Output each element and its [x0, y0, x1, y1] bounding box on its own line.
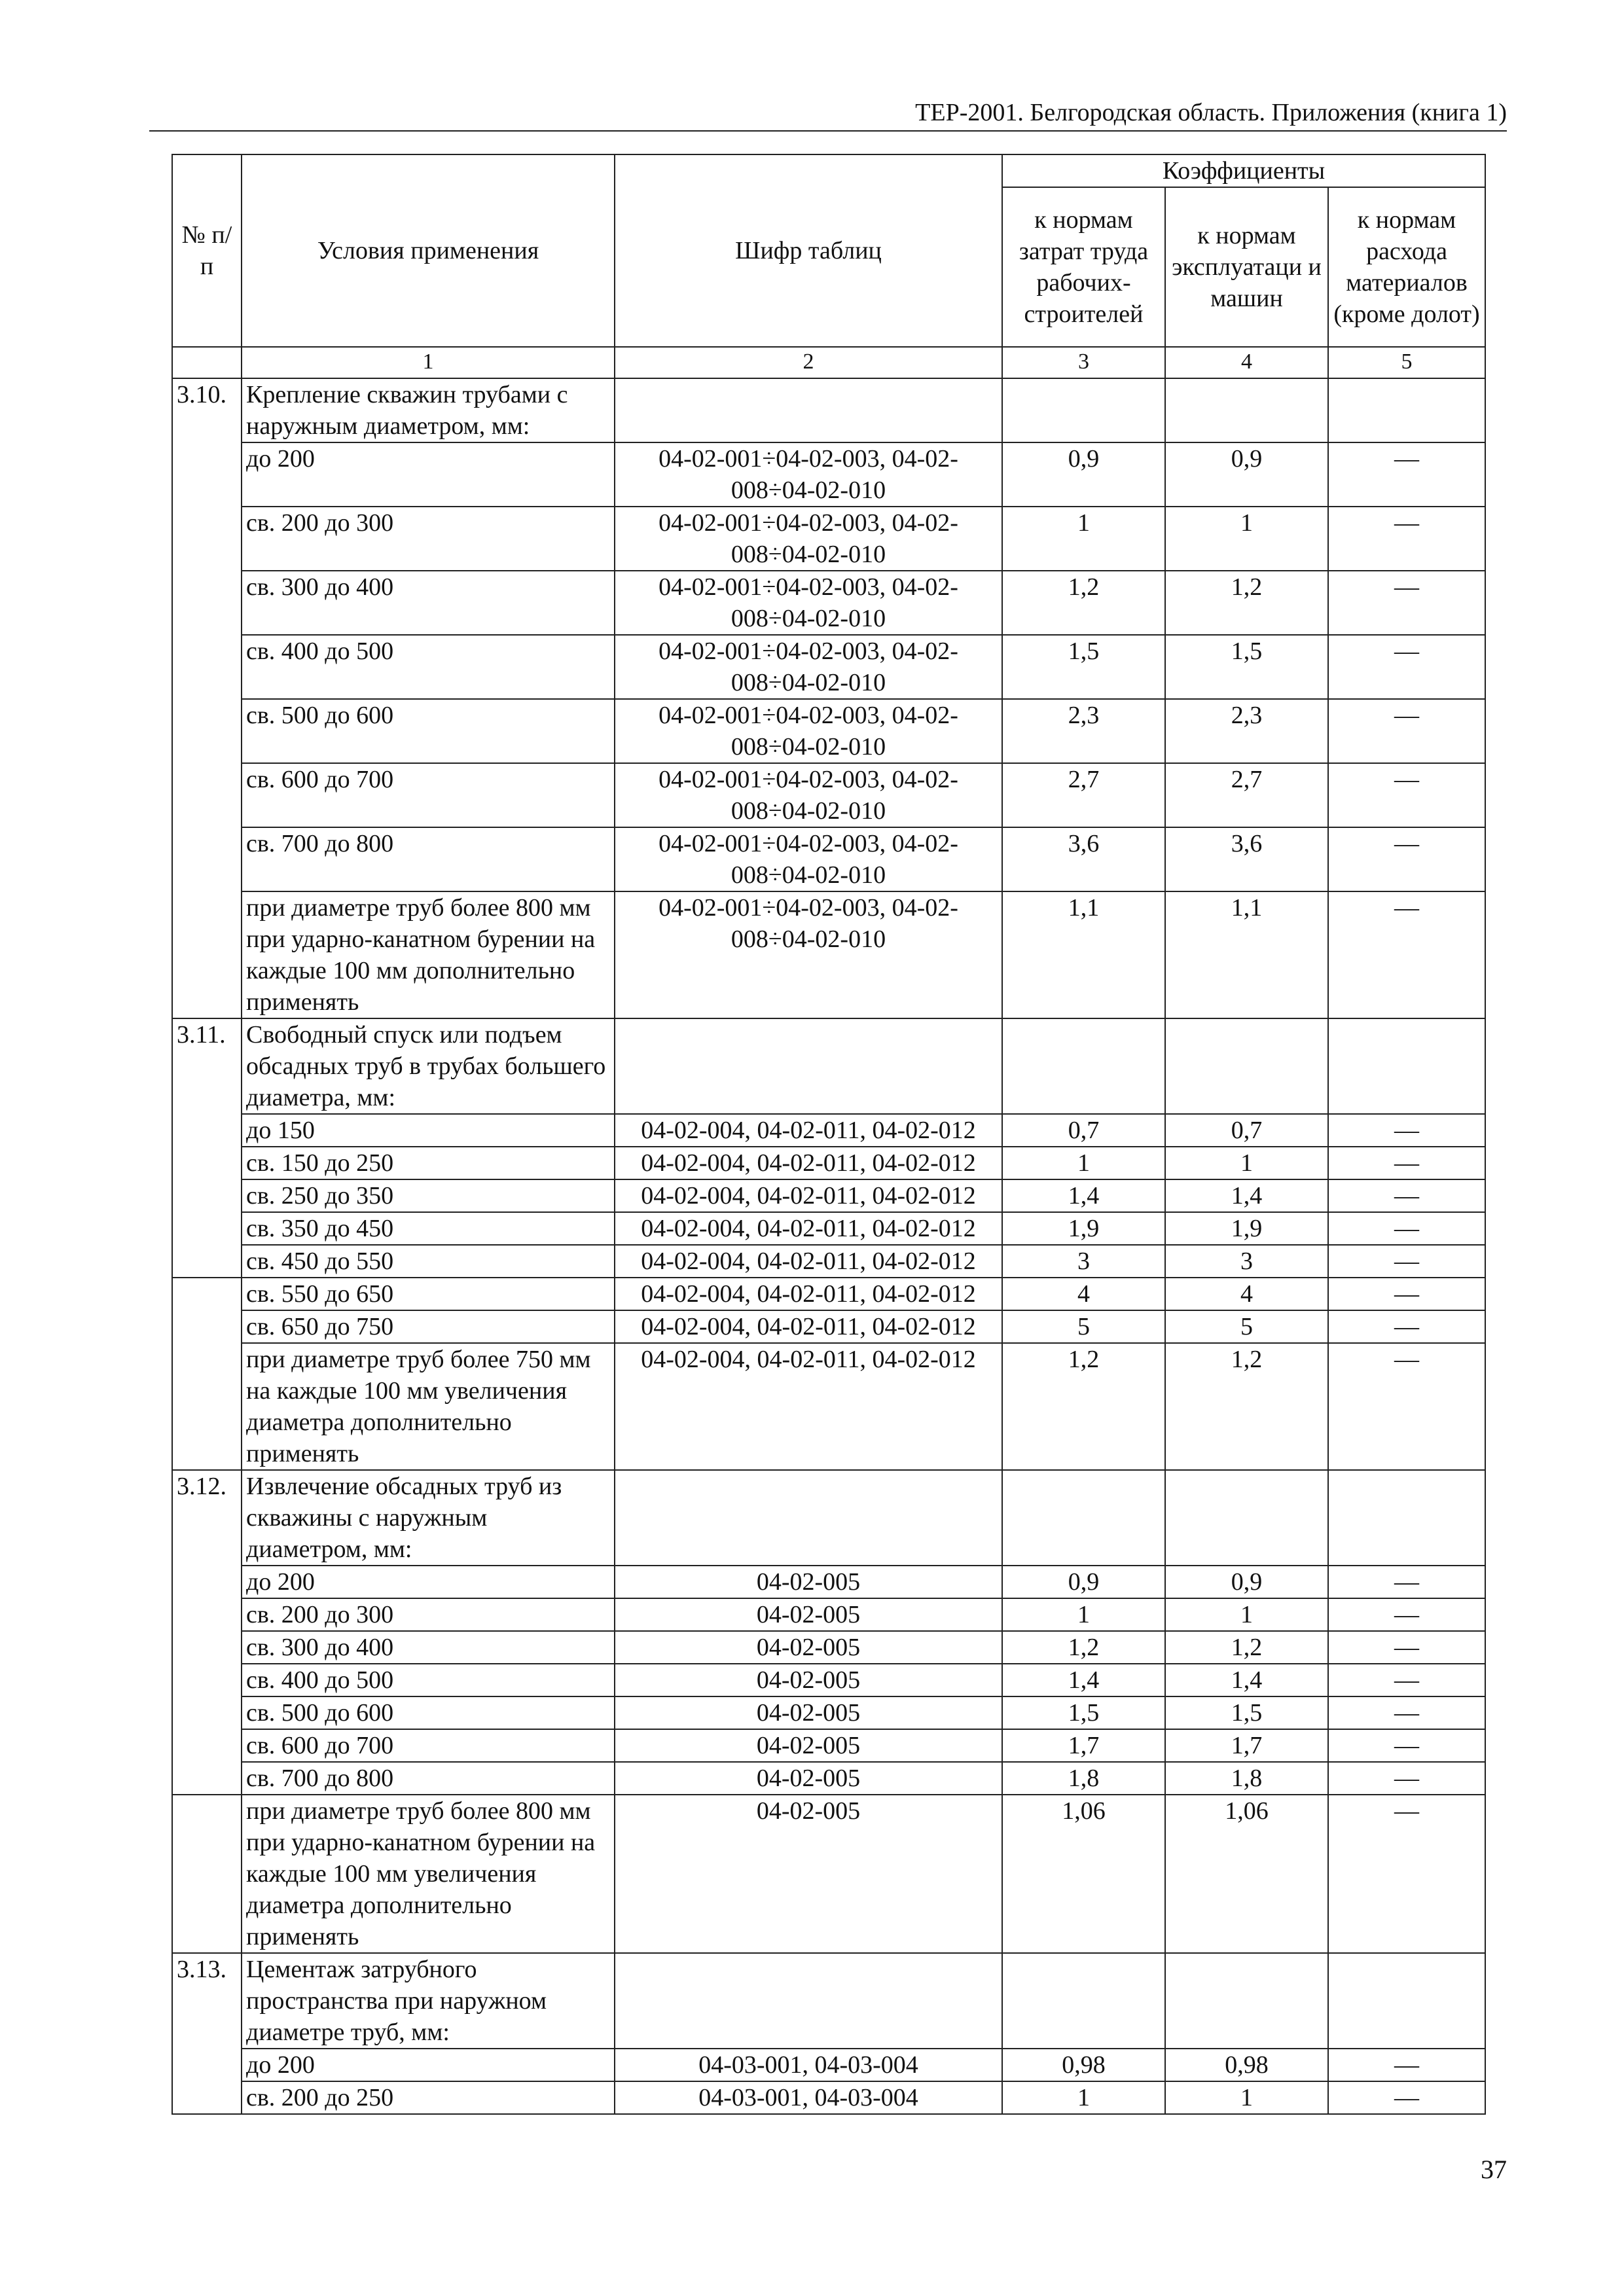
cipher-cell: 04-02-005	[615, 1795, 1002, 1953]
machines-coefficient-cell	[1165, 1018, 1328, 1114]
labor-coefficient-cell: 1,8	[1002, 1762, 1165, 1795]
cipher-cell: 04-03-001, 04-03-004	[615, 2049, 1002, 2081]
row-number-cell: 3.13.	[172, 1953, 242, 2049]
cipher-cell: 04-02-004, 04-02-011, 04-02-012	[615, 1179, 1002, 1212]
column-number-cell: 1	[242, 347, 615, 378]
machines-coefficient-cell: 1,2	[1165, 1631, 1328, 1664]
row-number-cell	[172, 763, 242, 827]
row-number-cell	[172, 1631, 242, 1664]
table-row	[172, 1147, 1485, 1179]
cipher-cell	[615, 1018, 1002, 1114]
labor-coefficient-cell: 0,7	[1002, 1114, 1165, 1147]
row-number-cell	[172, 1696, 242, 1729]
column-number-cell: 5	[1328, 347, 1485, 378]
labor-coefficient-cell: 1	[1002, 2081, 1165, 2114]
table-row	[172, 1664, 1485, 1696]
materials-coefficient-cell: —	[1328, 1664, 1485, 1696]
condition-cell: св. 350 до 450	[242, 1212, 615, 1245]
machines-coefficient-cell: 1,2	[1165, 1343, 1328, 1470]
row-number-cell	[172, 1114, 242, 1147]
condition-cell: св. 200 до 300	[242, 507, 615, 571]
materials-coefficient-cell: —	[1328, 1598, 1485, 1631]
machines-coefficient-cell: 1,2	[1165, 571, 1328, 635]
machines-coefficient-cell: 1,9	[1165, 1212, 1328, 1245]
table-row	[172, 2049, 1485, 2081]
machines-coefficient-cell: 1,4	[1165, 1179, 1328, 1212]
labor-coefficient-cell: 1,1	[1002, 891, 1165, 1018]
cipher-cell: 04-02-001÷04-02-003, 04-02-008÷04-02-010	[615, 442, 1002, 507]
labor-coefficient-cell: 1,7	[1002, 1729, 1165, 1762]
header-conditions: Условия применения	[242, 154, 615, 347]
machines-coefficient-cell: 1,4	[1165, 1664, 1328, 1696]
table-row	[172, 1631, 1485, 1664]
condition-cell: св. 300 до 400	[242, 571, 615, 635]
condition-cell: Крепление скважин трубами с наружным диаметром, мм:	[242, 378, 615, 442]
labor-coefficient-cell: 1	[1002, 1147, 1165, 1179]
materials-coefficient-cell: —	[1328, 763, 1485, 827]
labor-coefficient-cell	[1002, 378, 1165, 442]
row-number-cell	[172, 1729, 242, 1762]
condition-cell: при диаметре труб более 750 мм на каждые 100 мм увеличения диаметра дополнительно применять	[242, 1343, 615, 1470]
condition-cell: св. 300 до 400	[242, 1631, 615, 1664]
machines-coefficient-cell: 1,1	[1165, 891, 1328, 1018]
column-number-cell: 3	[1002, 347, 1165, 378]
table-row	[172, 1179, 1485, 1212]
cipher-cell: 04-02-004, 04-02-011, 04-02-012	[615, 1343, 1002, 1470]
table-row	[172, 1278, 1485, 1310]
cipher-cell: 04-02-001÷04-02-003, 04-02-008÷04-02-010	[615, 699, 1002, 763]
table-row	[172, 827, 1485, 891]
materials-coefficient-cell: —	[1328, 635, 1485, 699]
machines-coefficient-cell	[1165, 1470, 1328, 1566]
row-number-cell	[172, 1310, 242, 1343]
row-number-cell	[172, 635, 242, 699]
condition-cell: св. 550 до 650	[242, 1278, 615, 1310]
table-row	[172, 1212, 1485, 1245]
table-row	[172, 1470, 1485, 1566]
machines-coefficient-cell: 1	[1165, 2081, 1328, 2114]
row-number-cell	[172, 1179, 242, 1212]
condition-cell: до 200	[242, 1566, 615, 1598]
machines-coefficient-cell: 1	[1165, 507, 1328, 571]
machines-coefficient-cell: 1,06	[1165, 1795, 1328, 1953]
row-number-cell	[172, 507, 242, 571]
row-number-cell	[172, 827, 242, 891]
row-number-cell	[172, 891, 242, 1018]
machines-coefficient-cell: 3,6	[1165, 827, 1328, 891]
cipher-cell	[615, 1953, 1002, 2049]
materials-coefficient-cell: —	[1328, 891, 1485, 1018]
materials-coefficient-cell: —	[1328, 2081, 1485, 2114]
labor-coefficient-cell: 1,4	[1002, 1179, 1165, 1212]
condition-cell: Извлечение обсадных труб из скважины с наружным диаметром, мм:	[242, 1470, 615, 1566]
row-number-cell: 3.12.	[172, 1470, 242, 1566]
cipher-cell: 04-02-001÷04-02-003, 04-02-008÷04-02-010	[615, 507, 1002, 571]
materials-coefficient-cell: —	[1328, 1566, 1485, 1598]
row-number-cell	[172, 1278, 242, 1310]
table-row	[172, 891, 1485, 1018]
labor-coefficient-cell: 1,9	[1002, 1212, 1165, 1245]
cipher-cell: 04-02-004, 04-02-011, 04-02-012	[615, 1245, 1002, 1278]
labor-coefficient-cell: 1,06	[1002, 1795, 1165, 1953]
cipher-cell	[615, 1470, 1002, 1566]
labor-coefficient-cell	[1002, 1018, 1165, 1114]
materials-coefficient-cell: —	[1328, 2049, 1485, 2081]
machines-coefficient-cell	[1165, 1953, 1328, 2049]
labor-coefficient-cell	[1002, 1470, 1165, 1566]
machines-coefficient-cell: 1,5	[1165, 635, 1328, 699]
materials-coefficient-cell: —	[1328, 571, 1485, 635]
machines-coefficient-cell: 0,98	[1165, 2049, 1328, 2081]
row-number-cell	[172, 1212, 242, 1245]
materials-coefficient-cell: —	[1328, 1762, 1485, 1795]
machines-coefficient-cell: 2,7	[1165, 763, 1328, 827]
labor-coefficient-cell	[1002, 1953, 1165, 2049]
machines-coefficient-cell: 3	[1165, 1245, 1328, 1278]
header-machines: к нормам эксплуатаци и машин	[1165, 187, 1328, 347]
table-row	[172, 1729, 1485, 1762]
condition-cell: св. 200 до 300	[242, 1598, 615, 1631]
table-row	[172, 1245, 1485, 1278]
labor-coefficient-cell: 2,7	[1002, 763, 1165, 827]
machines-coefficient-cell: 0,9	[1165, 1566, 1328, 1598]
materials-coefficient-cell: —	[1328, 1179, 1485, 1212]
table-row	[172, 507, 1485, 571]
row-number-cell	[172, 1343, 242, 1470]
condition-cell: св. 250 до 350	[242, 1179, 615, 1212]
condition-cell: Цементаж затрубного пространства при наружном диаметре труб, мм:	[242, 1953, 615, 2049]
table-row	[172, 1566, 1485, 1598]
table-row	[172, 1795, 1485, 1953]
materials-coefficient-cell: —	[1328, 1795, 1485, 1953]
cipher-cell: 04-02-004, 04-02-011, 04-02-012	[615, 1278, 1002, 1310]
labor-coefficient-cell: 1,5	[1002, 635, 1165, 699]
table-row	[172, 378, 1485, 442]
materials-coefficient-cell: —	[1328, 1212, 1485, 1245]
cipher-cell: 04-02-004, 04-02-011, 04-02-012	[615, 1147, 1002, 1179]
cipher-cell: 04-02-005	[615, 1566, 1002, 1598]
table-row	[172, 571, 1485, 635]
coefficients-table	[171, 154, 1486, 2115]
labor-coefficient-cell: 0,9	[1002, 442, 1165, 507]
materials-coefficient-cell: —	[1328, 1696, 1485, 1729]
table-row	[172, 442, 1485, 507]
labor-coefficient-cell: 2,3	[1002, 699, 1165, 763]
condition-cell: св. 200 до 250	[242, 2081, 615, 2114]
condition-cell: св. 400 до 500	[242, 635, 615, 699]
materials-coefficient-cell	[1328, 378, 1485, 442]
cipher-cell	[615, 378, 1002, 442]
machines-coefficient-cell: 4	[1165, 1278, 1328, 1310]
materials-coefficient-cell: —	[1328, 1245, 1485, 1278]
column-number-cell	[172, 347, 242, 378]
condition-cell: св. 650 до 750	[242, 1310, 615, 1343]
row-number-cell	[172, 1147, 242, 1179]
labor-coefficient-cell: 3,6	[1002, 827, 1165, 891]
page-number: 37	[1481, 2155, 1507, 2184]
cipher-cell: 04-02-001÷04-02-003, 04-02-008÷04-02-010	[615, 763, 1002, 827]
machines-coefficient-cell: 5	[1165, 1310, 1328, 1343]
cipher-cell: 04-02-005	[615, 1696, 1002, 1729]
row-number-cell	[172, 1245, 242, 1278]
condition-cell: св. 600 до 700	[242, 1729, 615, 1762]
machines-coefficient-cell: 2,3	[1165, 699, 1328, 763]
row-number-cell	[172, 1598, 242, 1631]
column-number-cell: 4	[1165, 347, 1328, 378]
condition-cell: св. 500 до 600	[242, 1696, 615, 1729]
row-number-cell	[172, 1795, 242, 1953]
condition-cell: св. 150 до 250	[242, 1147, 615, 1179]
cipher-cell: 04-02-001÷04-02-003, 04-02-008÷04-02-010	[615, 635, 1002, 699]
table-row	[172, 1598, 1485, 1631]
cipher-cell: 04-02-004, 04-02-011, 04-02-012	[615, 1114, 1002, 1147]
table-row	[172, 763, 1485, 827]
machines-coefficient-cell: 1	[1165, 1147, 1328, 1179]
table-row	[172, 2081, 1485, 2114]
row-number-cell: 3.11.	[172, 1018, 242, 1114]
condition-cell: св. 500 до 600	[242, 699, 615, 763]
materials-coefficient-cell: —	[1328, 1729, 1485, 1762]
machines-coefficient-cell: 1,7	[1165, 1729, 1328, 1762]
materials-coefficient-cell: —	[1328, 1147, 1485, 1179]
header-rule	[149, 130, 1507, 132]
labor-coefficient-cell: 1,2	[1002, 1343, 1165, 1470]
machines-coefficient-cell: 0,9	[1165, 442, 1328, 507]
labor-coefficient-cell: 1	[1002, 507, 1165, 571]
materials-coefficient-cell	[1328, 1018, 1485, 1114]
materials-coefficient-cell: —	[1328, 1278, 1485, 1310]
header-cipher: Шифр таблиц	[615, 154, 1002, 347]
condition-cell: до 150	[242, 1114, 615, 1147]
table-row	[172, 1310, 1485, 1343]
machines-coefficient-cell: 0,7	[1165, 1114, 1328, 1147]
materials-coefficient-cell: —	[1328, 827, 1485, 891]
cipher-cell: 04-02-004, 04-02-011, 04-02-012	[615, 1310, 1002, 1343]
condition-cell: св. 600 до 700	[242, 763, 615, 827]
table-row	[172, 1018, 1485, 1114]
table-row	[172, 1696, 1485, 1729]
materials-coefficient-cell: —	[1328, 442, 1485, 507]
table-row	[172, 1953, 1485, 2049]
row-number-cell	[172, 1762, 242, 1795]
condition-cell: св. 700 до 800	[242, 1762, 615, 1795]
header-materials: к нормам расхода материалов (кроме долот)	[1328, 187, 1485, 347]
labor-coefficient-cell: 1,2	[1002, 571, 1165, 635]
table-row	[172, 1114, 1485, 1147]
header-num: № п/п	[172, 154, 242, 347]
condition-cell: св. 400 до 500	[242, 1664, 615, 1696]
table-row	[172, 699, 1485, 763]
materials-coefficient-cell	[1328, 1470, 1485, 1566]
cipher-cell: 04-02-001÷04-02-003, 04-02-008÷04-02-010	[615, 827, 1002, 891]
labor-coefficient-cell: 1	[1002, 1598, 1165, 1631]
row-number-cell	[172, 571, 242, 635]
cipher-cell: 04-02-005	[615, 1762, 1002, 1795]
cipher-cell: 04-03-001, 04-03-004	[615, 2081, 1002, 2114]
row-number-cell	[172, 2049, 242, 2081]
row-number-cell	[172, 1664, 242, 1696]
labor-coefficient-cell: 4	[1002, 1278, 1165, 1310]
labor-coefficient-cell: 3	[1002, 1245, 1165, 1278]
labor-coefficient-cell: 5	[1002, 1310, 1165, 1343]
materials-coefficient-cell: —	[1328, 507, 1485, 571]
row-number-cell	[172, 2081, 242, 2114]
labor-coefficient-cell: 0,9	[1002, 1566, 1165, 1598]
header-coefficients: Коэффициенты	[1002, 154, 1485, 187]
condition-cell: св. 700 до 800	[242, 827, 615, 891]
condition-cell: св. 450 до 550	[242, 1245, 615, 1278]
row-number-cell	[172, 699, 242, 763]
table-body	[172, 378, 1485, 2114]
machines-coefficient-cell: 1	[1165, 1598, 1328, 1631]
header-labor: к нормам затрат труда рабочих-строителей	[1002, 187, 1165, 347]
labor-coefficient-cell: 1,4	[1002, 1664, 1165, 1696]
column-number-cell: 2	[615, 347, 1002, 378]
condition-cell: до 200	[242, 442, 615, 507]
materials-coefficient-cell: —	[1328, 1114, 1485, 1147]
labor-coefficient-cell: 1,5	[1002, 1696, 1165, 1729]
cipher-cell: 04-02-005	[615, 1729, 1002, 1762]
row-number-cell	[172, 442, 242, 507]
cipher-cell: 04-02-005	[615, 1631, 1002, 1664]
labor-coefficient-cell: 0,98	[1002, 2049, 1165, 2081]
materials-coefficient-cell: —	[1328, 1343, 1485, 1470]
materials-coefficient-cell: —	[1328, 1310, 1485, 1343]
materials-coefficient-cell: —	[1328, 1631, 1485, 1664]
cipher-cell: 04-02-004, 04-02-011, 04-02-012	[615, 1212, 1002, 1245]
cipher-cell: 04-02-001÷04-02-003, 04-02-008÷04-02-010	[615, 571, 1002, 635]
cipher-cell: 04-02-005	[615, 1664, 1002, 1696]
condition-cell: при диаметре труб более 800 мм при ударно-канатном бурении на каждые 100 мм дополнительно применять	[242, 891, 615, 1018]
condition-cell: при диаметре труб более 800 мм при ударно-канатном бурении на каждые 100 мм увеличения диаметра дополнительно применять	[242, 1795, 615, 1953]
materials-coefficient-cell: —	[1328, 699, 1485, 763]
labor-coefficient-cell: 1,2	[1002, 1631, 1165, 1664]
cipher-cell: 04-02-005	[615, 1598, 1002, 1631]
table-row	[172, 1762, 1485, 1795]
cipher-cell: 04-02-001÷04-02-003, 04-02-008÷04-02-010	[615, 891, 1002, 1018]
condition-cell: Свободный спуск или подъем обсадных труб в трубах большего диаметра, мм:	[242, 1018, 615, 1114]
row-number-cell: 3.10.	[172, 378, 242, 442]
running-header: ТЕР-2001. Белгородская область. Приложения (книга 1)	[915, 99, 1507, 126]
materials-coefficient-cell	[1328, 1953, 1485, 2049]
machines-coefficient-cell: 1,5	[1165, 1696, 1328, 1729]
table-row	[172, 635, 1485, 699]
machines-coefficient-cell: 1,8	[1165, 1762, 1328, 1795]
table-row	[172, 1343, 1485, 1470]
row-number-cell	[172, 1566, 242, 1598]
condition-cell: до 200	[242, 2049, 615, 2081]
machines-coefficient-cell	[1165, 378, 1328, 442]
